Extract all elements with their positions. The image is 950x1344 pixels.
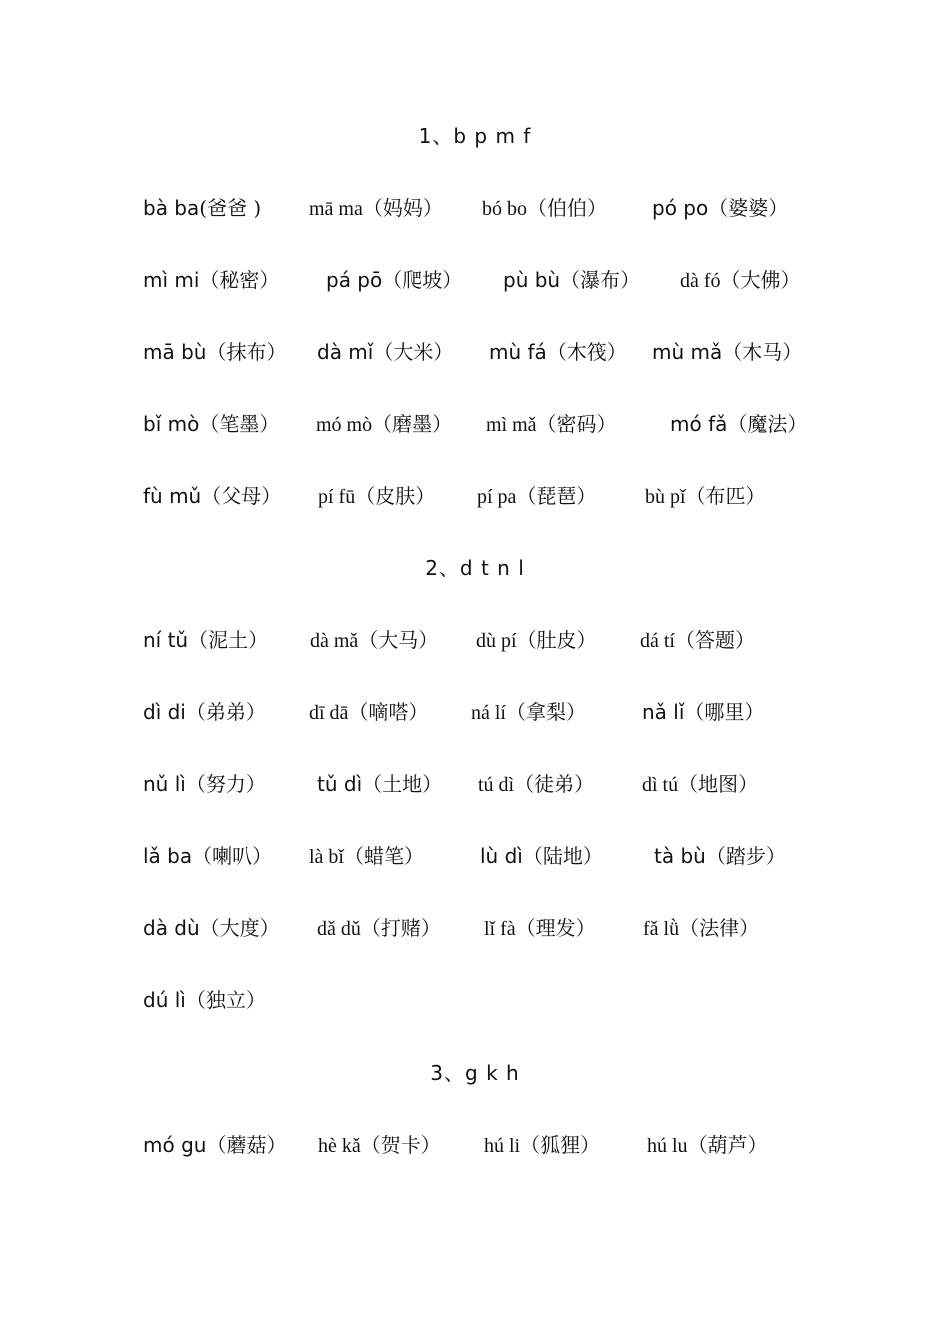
hanzi: （独立）: [185, 988, 266, 1012]
word-row: [0, 842, 950, 870]
section-heading-bpmf: 1、b p m f: [418, 124, 532, 148]
hanzi: （琵琶）: [516, 484, 597, 508]
pinyin: mā ma: [309, 198, 363, 220]
word-entry: [484, 1131, 600, 1160]
hanzi: （葫芦）: [687, 1133, 768, 1157]
hanzi: （努力）: [185, 772, 266, 796]
pinyin: hú li: [484, 1135, 521, 1157]
word-entry: [143, 482, 281, 510]
hanzi: （伯伯）: [527, 196, 607, 220]
word-entry: [482, 194, 607, 223]
pinyin: mù mǎ: [652, 340, 723, 364]
hanzi: （答题）: [675, 628, 755, 652]
word-entry: [318, 482, 435, 511]
word-entry: [471, 698, 586, 727]
hanzi: （地图）: [678, 772, 759, 796]
hanzi: （婆婆）: [708, 196, 789, 220]
hanzi: （打赌）: [360, 916, 441, 940]
pinyin: dǎ dǔ: [317, 918, 361, 940]
word-row: [0, 194, 950, 222]
pinyin: dà dù: [143, 916, 200, 940]
word-entry: [642, 770, 758, 799]
hanzi: （皮肤）: [355, 484, 436, 508]
hanzi: （笔墨）: [199, 412, 280, 436]
pinyin: mù fá: [489, 340, 547, 364]
hanzi: （理发）: [515, 916, 596, 940]
pinyin: pù bù: [503, 268, 561, 292]
pinyin: tǔ dì: [317, 772, 363, 796]
word-entry: [640, 626, 755, 655]
word-entry: [486, 410, 617, 439]
hanzi: （瀑布）: [560, 268, 641, 292]
hanzi: (爸爸 ): [199, 196, 262, 220]
word-entry: [480, 842, 603, 870]
pinyin: dá tí: [640, 630, 675, 652]
pinyin: mó mò: [316, 414, 373, 436]
word-entry: [318, 1131, 441, 1160]
pinyin: hú lu: [647, 1135, 688, 1157]
hanzi: （木马）: [722, 340, 803, 364]
word-row: [0, 914, 950, 942]
word-row: [0, 338, 950, 366]
word-row: [0, 1131, 950, 1159]
word-entry: [143, 266, 279, 294]
word-entry: [654, 842, 786, 870]
hanzi: （徒弟）: [514, 772, 595, 796]
pinyin: ní tǔ: [143, 628, 189, 652]
hanzi: （喇叭）: [192, 844, 273, 868]
pinyin: mì mi: [143, 268, 200, 292]
pinyin: tú dì: [478, 774, 515, 796]
word-entry: [652, 194, 788, 222]
word-row: [0, 410, 950, 438]
word-entry: [317, 914, 441, 943]
word-entry: [143, 770, 266, 798]
hanzi: （磨墨）: [372, 412, 453, 436]
hanzi: （秘密）: [199, 268, 280, 292]
pinyin: bó bo: [482, 198, 527, 220]
hanzi: （大马）: [358, 628, 439, 652]
word-entry: [484, 914, 596, 943]
pinyin: bù pǐ: [645, 486, 686, 508]
hanzi: （哪里）: [684, 700, 765, 724]
word-entry: [326, 266, 462, 294]
pinyin: mì mǎ: [486, 414, 537, 436]
word-entry: [642, 698, 764, 726]
hanzi: （大米）: [373, 340, 454, 364]
word-entry: [489, 338, 627, 366]
hanzi: （蜡笔）: [344, 844, 424, 868]
pinyin: pó po: [652, 196, 709, 220]
pinyin: bǐ mò: [143, 412, 200, 436]
word-entry: [143, 842, 272, 870]
pinyin: dī dā: [309, 702, 349, 724]
word-entry: [503, 266, 640, 294]
pinyin: dú lì: [143, 988, 186, 1012]
pinyin: hè kǎ: [318, 1135, 361, 1157]
word-entry: [476, 626, 597, 655]
word-entry: [143, 338, 286, 366]
pinyin: dà fó: [680, 270, 721, 292]
hanzi: （陆地）: [522, 844, 603, 868]
pinyin: dà mǎ: [310, 630, 359, 652]
pinyin: dì tú: [642, 774, 679, 796]
pinyin: pí pa: [477, 486, 517, 508]
hanzi: （大度）: [199, 916, 280, 940]
word-entry: [317, 338, 453, 366]
word-entry: [316, 410, 452, 439]
hanzi: （踏步）: [705, 844, 786, 868]
word-entry: [477, 482, 596, 511]
pinyin: lù dì: [480, 844, 523, 868]
pinyin: dù pí: [476, 630, 517, 652]
pinyin: tà bù: [654, 844, 706, 868]
word-row: [0, 698, 950, 726]
pinyin: mó gu: [143, 1133, 207, 1157]
word-row: [0, 986, 950, 1014]
hanzi: （弟弟）: [185, 700, 266, 724]
word-entry: [317, 770, 442, 798]
pinyin: lǐ fà: [484, 918, 516, 940]
hanzi: （木筏）: [546, 340, 627, 364]
word-row: [0, 482, 950, 510]
pinyin: fǎ lǜ: [643, 918, 680, 940]
pinyin: là bǐ: [309, 846, 344, 868]
word-entry: [143, 626, 268, 654]
hanzi: （狐狸）: [520, 1133, 601, 1157]
word-entry: [647, 1131, 768, 1160]
pinyin: nǎ lǐ: [642, 700, 685, 724]
hanzi: （土地）: [362, 772, 443, 796]
word-entry: [680, 266, 801, 295]
pinyin: fù mǔ: [143, 484, 202, 508]
word-entry: [645, 482, 766, 511]
word-entry: [143, 914, 280, 942]
hanzi: （泥土）: [188, 628, 269, 652]
word-entry: [143, 410, 279, 438]
pinyin: bà ba: [143, 196, 200, 220]
hanzi: （贺卡）: [360, 1133, 441, 1157]
hanzi: （魔法）: [727, 412, 808, 436]
hanzi: （妈妈）: [362, 196, 443, 220]
word-entry: [309, 698, 428, 727]
pinyin: mó fǎ: [670, 412, 728, 436]
hanzi: （肚皮）: [516, 628, 597, 652]
hanzi: （密码）: [536, 412, 617, 436]
hanzi: （父母）: [201, 484, 282, 508]
pinyin: pí fū: [318, 486, 356, 508]
word-entry: [309, 842, 424, 871]
word-entry: [310, 626, 438, 655]
section-heading-gkh: 3、g k h: [430, 1061, 520, 1085]
word-entry: [652, 338, 802, 366]
word-entry: [143, 1131, 286, 1159]
word-entry: [143, 194, 261, 222]
pinyin: pá pō: [326, 268, 383, 292]
pinyin: dì di: [143, 700, 186, 724]
hanzi: （法律）: [679, 916, 760, 940]
pinyin: nǔ lì: [143, 772, 186, 796]
word-row: [0, 770, 950, 798]
pinyin: dà mǐ: [317, 340, 374, 364]
hanzi: （布匹）: [685, 484, 766, 508]
hanzi: （爬坡）: [382, 268, 463, 292]
pinyin: ná lí: [471, 702, 506, 724]
word-entry: [643, 914, 759, 943]
word-entry: [309, 194, 443, 223]
pinyin: mā bù: [143, 340, 207, 364]
hanzi: （大佛）: [720, 268, 801, 292]
hanzi: （蘑菇）: [206, 1133, 287, 1157]
hanzi: （抹布）: [206, 340, 287, 364]
pinyin: lǎ ba: [143, 844, 193, 868]
word-row: [0, 266, 950, 294]
word-entry: [478, 770, 594, 799]
section-heading-dtnl: 2、d t n l: [425, 556, 525, 580]
word-entry: [143, 986, 266, 1014]
hanzi: （拿梨）: [506, 700, 586, 724]
hanzi: （嘀嗒）: [348, 700, 429, 724]
word-entry: [670, 410, 807, 438]
word-row: [0, 626, 950, 654]
word-entry: [143, 698, 266, 726]
